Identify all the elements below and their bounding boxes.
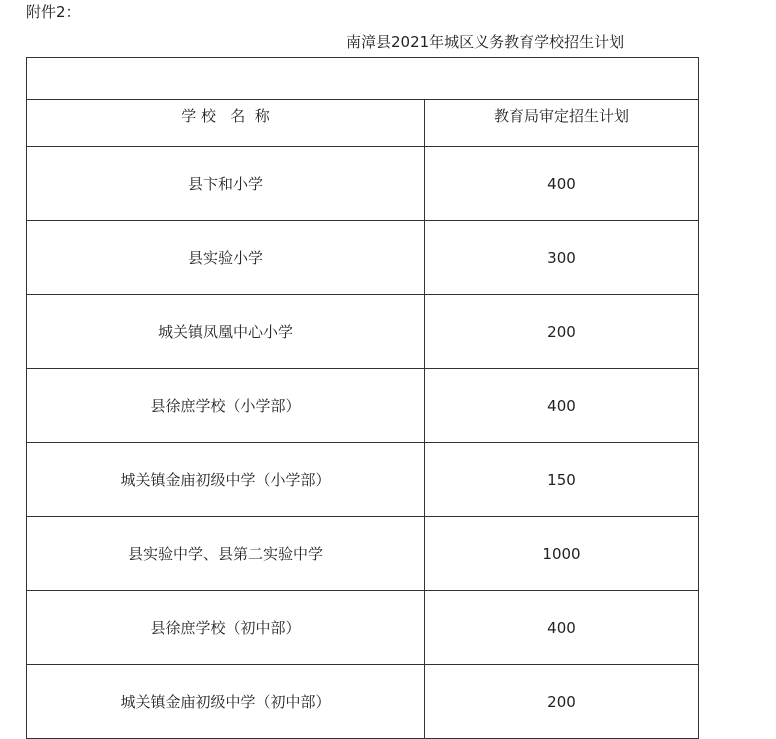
plan-count-cell: 400 [425, 147, 699, 221]
plan-count-cell: 150 [425, 443, 699, 517]
document-title: 南漳县2021年城区义务教育学校招生计划 [346, 33, 625, 51]
table-row [27, 369, 699, 443]
table-row [27, 443, 699, 517]
school-name-cell: 县卞和小学 [27, 147, 425, 221]
table-row [27, 517, 699, 591]
school-name-cell: 县实验中学、县第二实验中学 [27, 517, 425, 591]
attachment-label: 附件2： [26, 3, 81, 21]
school-name-cell: 县徐庶学校（小学部） [27, 369, 425, 443]
table-row [27, 221, 699, 295]
school-name-cell: 城关镇金庙初级中学（小学部） [27, 443, 425, 517]
plan-count-cell: 1000 [425, 517, 699, 591]
blank-cell [27, 58, 699, 100]
table-row [27, 147, 699, 221]
enrollment-plan-header: 教育局审定招生计划 [425, 100, 699, 147]
table-row [27, 295, 699, 369]
plan-count-cell: 200 [425, 295, 699, 369]
plan-count-cell: 200 [425, 665, 699, 739]
table-row [27, 665, 699, 739]
school-name-cell: 县徐庶学校（初中部） [27, 591, 425, 665]
enrollment-plan-table [26, 57, 699, 739]
plan-count-cell: 400 [425, 591, 699, 665]
plan-count-cell: 300 [425, 221, 699, 295]
school-name-cell: 城关镇金庙初级中学（初中部） [27, 665, 425, 739]
table-header-row [27, 100, 699, 147]
school-name-cell: 县实验小学 [27, 221, 425, 295]
table-row [27, 591, 699, 665]
table-blank-row [27, 58, 699, 100]
school-name-cell: 城关镇凤凰中心小学 [27, 295, 425, 369]
school-name-header: 学 校 名 称 [27, 100, 425, 147]
plan-count-cell: 400 [425, 369, 699, 443]
